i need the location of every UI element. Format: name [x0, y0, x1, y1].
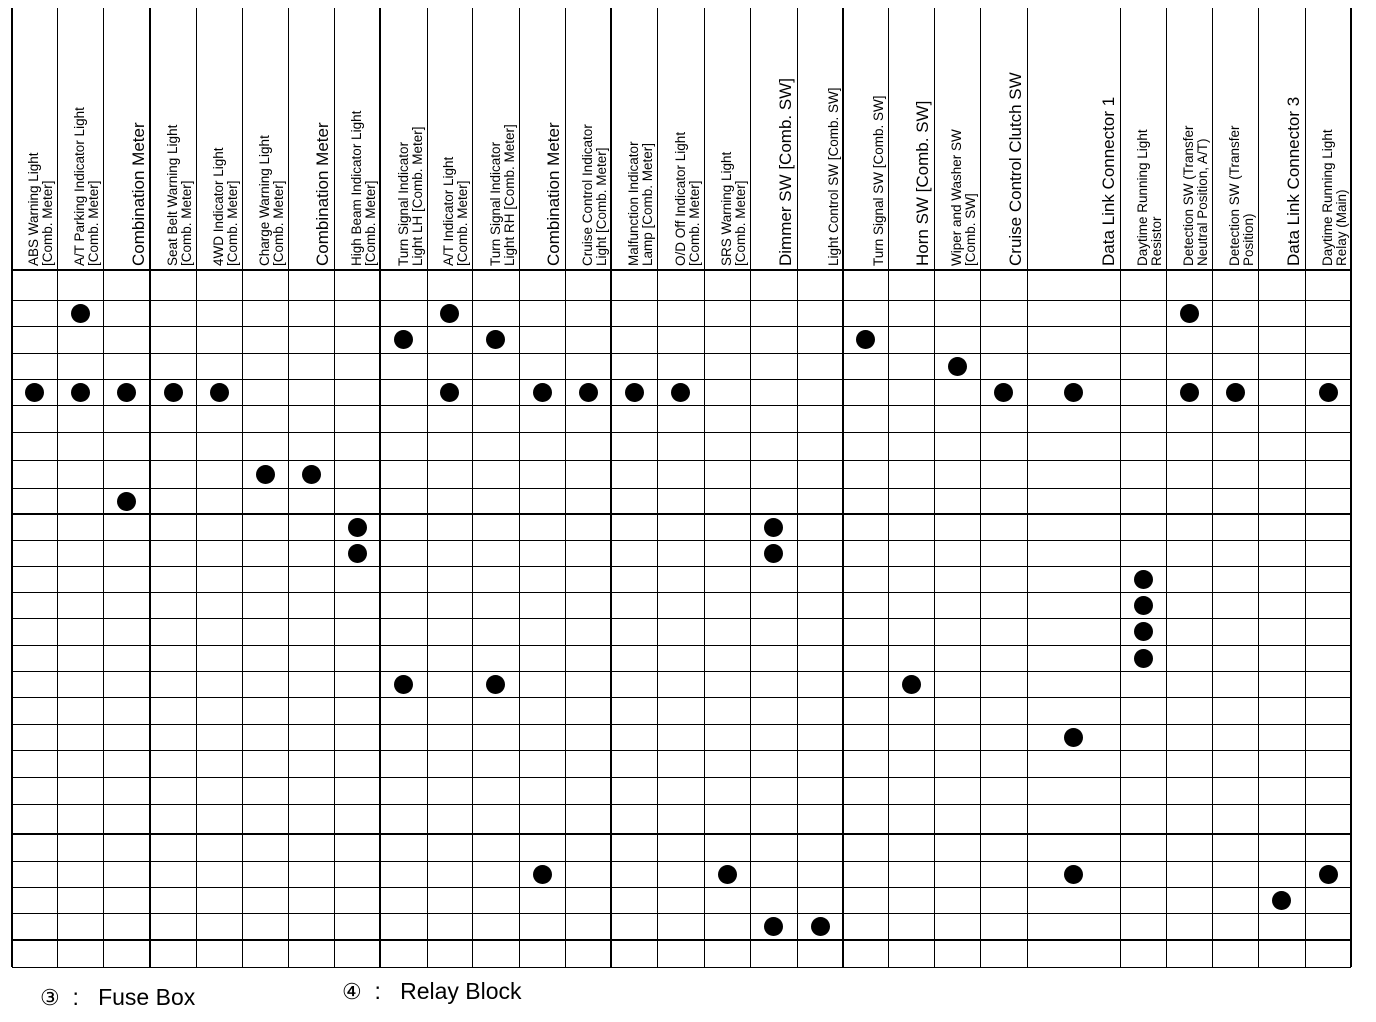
- column-header-label: [212, 12, 240, 266]
- connection-dot: [486, 330, 505, 349]
- connection-dot: [994, 383, 1013, 402]
- grid-hline: [12, 592, 1351, 593]
- column-header-line: Data Link Connector 1: [1099, 96, 1118, 266]
- column-header-label: [950, 12, 978, 266]
- column-header-line: SRS Warning Light: [719, 151, 734, 266]
- legend-separator: :: [72, 984, 79, 1010]
- column-header-line: ABS Warning Light: [26, 152, 41, 266]
- legend-text: Relay Block: [400, 978, 522, 1004]
- column-header-label: [1321, 12, 1349, 266]
- legend-symbol: ④: [342, 979, 362, 1004]
- connection-dot: [394, 330, 413, 349]
- connection-dot: [856, 330, 875, 349]
- column-header-line: A/T Indicator Light: [441, 156, 456, 266]
- connection-dot: [348, 544, 367, 563]
- grid-hline: [12, 861, 1351, 862]
- column-header: [103, 8, 150, 270]
- grid-hline: [12, 460, 1351, 461]
- grid-hline: [12, 645, 1351, 646]
- column-header-line: Daytime Running Light: [1135, 129, 1150, 266]
- column-header: [334, 8, 380, 270]
- column-header-label: [914, 12, 932, 266]
- connection-dot: [440, 383, 459, 402]
- column-header-line: [Comb. Meter]: [86, 180, 101, 266]
- column-header-line: Malfunction Indicator: [626, 141, 641, 266]
- connection-dot: [625, 383, 644, 402]
- grid-hline: [12, 697, 1351, 698]
- column-header-line: Combination Meter: [544, 122, 563, 266]
- column-header-line: A/T Parking Indicator Light: [72, 107, 87, 266]
- grid-hline: [12, 804, 1351, 805]
- connection-dot: [718, 865, 737, 884]
- column-header: [1258, 8, 1305, 270]
- grid-hline: [12, 566, 1351, 567]
- column-header-label: [872, 12, 886, 266]
- column-header-label: [1007, 12, 1025, 266]
- column-header-line: [Comb. Meter]: [687, 180, 702, 266]
- grid-hline: [12, 967, 1351, 968]
- grid-hline: [12, 939, 1351, 942]
- column-header-label: [442, 12, 470, 266]
- column-header-label: [397, 12, 425, 266]
- column-header-line: High Beam Indicator Light: [349, 110, 364, 266]
- column-header-label: [545, 12, 563, 266]
- grid-hline: [12, 269, 1351, 272]
- column-header-line: Relay (Main): [1334, 189, 1349, 266]
- column-header: [1212, 8, 1258, 270]
- column-header-line: Data Link Connector 3: [1284, 96, 1303, 266]
- column-header-label: [1136, 12, 1164, 266]
- column-header: [150, 8, 196, 270]
- connection-dot: [764, 518, 783, 537]
- column-header-label: [1100, 12, 1118, 266]
- connection-dot: [1226, 383, 1245, 402]
- column-header: [704, 8, 750, 270]
- column-header-line: Turn Signal SW [Comb. SW]: [871, 95, 886, 266]
- column-header-line: Position): [1241, 213, 1256, 266]
- column-header: [1027, 8, 1120, 270]
- connection-dot: [1064, 383, 1083, 402]
- legend-separator: :: [374, 978, 381, 1004]
- column-header-label: [27, 12, 55, 266]
- grid-hline: [12, 750, 1351, 751]
- legend-text: Fuse Box: [98, 984, 196, 1010]
- column-header-line: Cruise Control Clutch SW: [1006, 72, 1025, 266]
- column-header-line: Charge Warning Light: [257, 135, 272, 266]
- column-header-label: [314, 12, 332, 266]
- column-header-line: Light Control SW [Comb. SW]: [826, 87, 841, 266]
- column-header: [12, 8, 57, 270]
- connection-dot: [1319, 383, 1338, 402]
- column-header-line: [Comb. Meter]: [40, 180, 55, 266]
- grid-hline: [12, 326, 1351, 327]
- column-header: [888, 8, 934, 270]
- connection-dot: [440, 304, 459, 323]
- column-header: [565, 8, 611, 270]
- connection-dot: [579, 383, 598, 402]
- column-header-line: 4WD Indicator Light: [211, 147, 226, 266]
- connection-dot: [764, 544, 783, 563]
- legend-symbol: ③: [40, 985, 60, 1010]
- column-header-line: O/D Off Indicator Light: [673, 131, 688, 266]
- grid-hline: [12, 488, 1351, 489]
- column-header-line: Turn Signal Indicator: [488, 141, 503, 266]
- grid-hline: [12, 513, 1351, 516]
- column-header-line: [Comb. Meter]: [271, 180, 286, 266]
- column-header: [934, 8, 980, 270]
- column-header-label: [1228, 12, 1256, 266]
- column-header-line: Horn SW [Comb. SW]: [913, 100, 932, 266]
- column-header: [843, 8, 888, 270]
- connection-dot: [25, 383, 44, 402]
- column-header-line: [Comb. Meter]: [225, 180, 240, 266]
- column-header-line: [Comb. Meter]: [363, 180, 378, 266]
- grid-hline: [12, 405, 1351, 406]
- connection-dot: [533, 383, 552, 402]
- column-header-line: Combination Meter: [129, 122, 148, 266]
- connection-dot: [71, 304, 90, 323]
- column-header-line: Detection SW (Transfer: [1181, 125, 1196, 266]
- connection-dot: [210, 383, 229, 402]
- column-header-line: Combination Meter: [313, 122, 332, 266]
- column-header-line: Cruise Control Indicator: [580, 124, 595, 266]
- connection-dot: [117, 492, 136, 511]
- column-header: [750, 8, 797, 270]
- column-header-line: Seat Belt Warning Light: [165, 124, 180, 266]
- connection-dot: [764, 917, 783, 936]
- column-header-line: Turn Signal Indicator: [396, 141, 411, 266]
- connection-dot: [1134, 622, 1153, 641]
- column-header-label: [130, 12, 148, 266]
- connection-dot: [1134, 570, 1153, 589]
- grid-hline: [12, 300, 1351, 301]
- connection-dot: [486, 675, 505, 694]
- legend-item-relay-block: [342, 978, 522, 1005]
- connection-dot: [1180, 383, 1199, 402]
- column-header: [1120, 8, 1166, 270]
- grid-hline: [12, 379, 1351, 380]
- column-header-line: [Comb. SW]: [963, 193, 978, 266]
- column-header-line: Daytime Running Light: [1320, 129, 1335, 266]
- column-header: [380, 8, 427, 270]
- column-header-line: Light RH [Comb. Meter]: [502, 124, 517, 266]
- column-header: [980, 8, 1027, 270]
- column-header: [1166, 8, 1212, 270]
- column-header-label: [166, 12, 194, 266]
- grid-hline: [12, 353, 1351, 354]
- connection-dot: [302, 465, 321, 484]
- connection-dot: [1134, 649, 1153, 668]
- column-header: [288, 8, 334, 270]
- column-header: [657, 8, 704, 270]
- column-header-label: [581, 12, 609, 266]
- column-header-line: Light [Comb. Meter]: [594, 147, 609, 266]
- connection-dot: [1319, 865, 1338, 884]
- column-header-label: [350, 12, 378, 266]
- grid-hline: [12, 540, 1351, 541]
- connection-dot: [948, 357, 967, 376]
- grid-hline: [12, 671, 1351, 672]
- grid-hline: [12, 913, 1351, 914]
- column-header: [472, 8, 519, 270]
- column-header-label: [258, 12, 286, 266]
- grid-hline: [12, 887, 1351, 888]
- column-header: [797, 8, 843, 270]
- column-header-label: [674, 12, 702, 266]
- grid-hline: [12, 432, 1351, 433]
- column-header-line: [Comb. Meter]: [733, 180, 748, 266]
- column-header: [242, 8, 288, 270]
- column-header-label: [627, 12, 655, 266]
- column-header-label: [827, 12, 841, 266]
- connection-dot: [164, 383, 183, 402]
- connection-dot: [533, 865, 552, 884]
- column-header: [1305, 8, 1351, 270]
- column-header-line: Lamp [Comb. Meter]: [640, 142, 655, 266]
- connection-dot: [256, 465, 275, 484]
- column-header-line: [Comb. Meter]: [455, 180, 470, 266]
- column-header-label: [1285, 12, 1303, 266]
- connection-dot: [394, 675, 413, 694]
- connection-dot: [811, 917, 830, 936]
- connection-dot: [117, 383, 136, 402]
- column-header-line: Resistor: [1149, 216, 1164, 266]
- column-header-label: [1182, 12, 1210, 266]
- connection-dot: [1064, 728, 1083, 747]
- connection-dot: [1180, 304, 1199, 323]
- connection-dot: [671, 383, 690, 402]
- legend-item-fuse-box: [40, 984, 195, 1011]
- grid-hline: [12, 777, 1351, 778]
- column-header-label: [73, 12, 101, 266]
- connection-dot: [1064, 865, 1083, 884]
- column-header-label: [720, 12, 748, 266]
- grid-hline: [12, 618, 1351, 619]
- connection-dot: [1272, 891, 1291, 910]
- legend: [40, 978, 740, 1018]
- column-header-line: Wiper and Washer SW: [949, 129, 964, 266]
- column-header-line: Dimmer SW [Comb. SW]: [776, 78, 795, 266]
- column-header-line: [Comb. Meter]: [179, 180, 194, 266]
- column-header-label: [489, 12, 517, 266]
- connection-dot: [902, 675, 921, 694]
- column-header-label: [777, 12, 795, 266]
- grid-hline: [12, 833, 1351, 836]
- connection-dot: [71, 383, 90, 402]
- connection-dot: [348, 518, 367, 537]
- connection-dot: [1134, 596, 1153, 615]
- column-header-line: Neutral Position, A/T): [1195, 138, 1210, 266]
- column-header-line: Detection SW (Transfer: [1227, 125, 1242, 266]
- column-header: [611, 8, 657, 270]
- column-header: [519, 8, 565, 270]
- grid-hline: [12, 724, 1351, 725]
- column-header: [427, 8, 472, 270]
- column-header: [196, 8, 242, 270]
- column-header: [57, 8, 103, 270]
- column-header-line: Light LH [Comb. Meter]: [410, 126, 425, 266]
